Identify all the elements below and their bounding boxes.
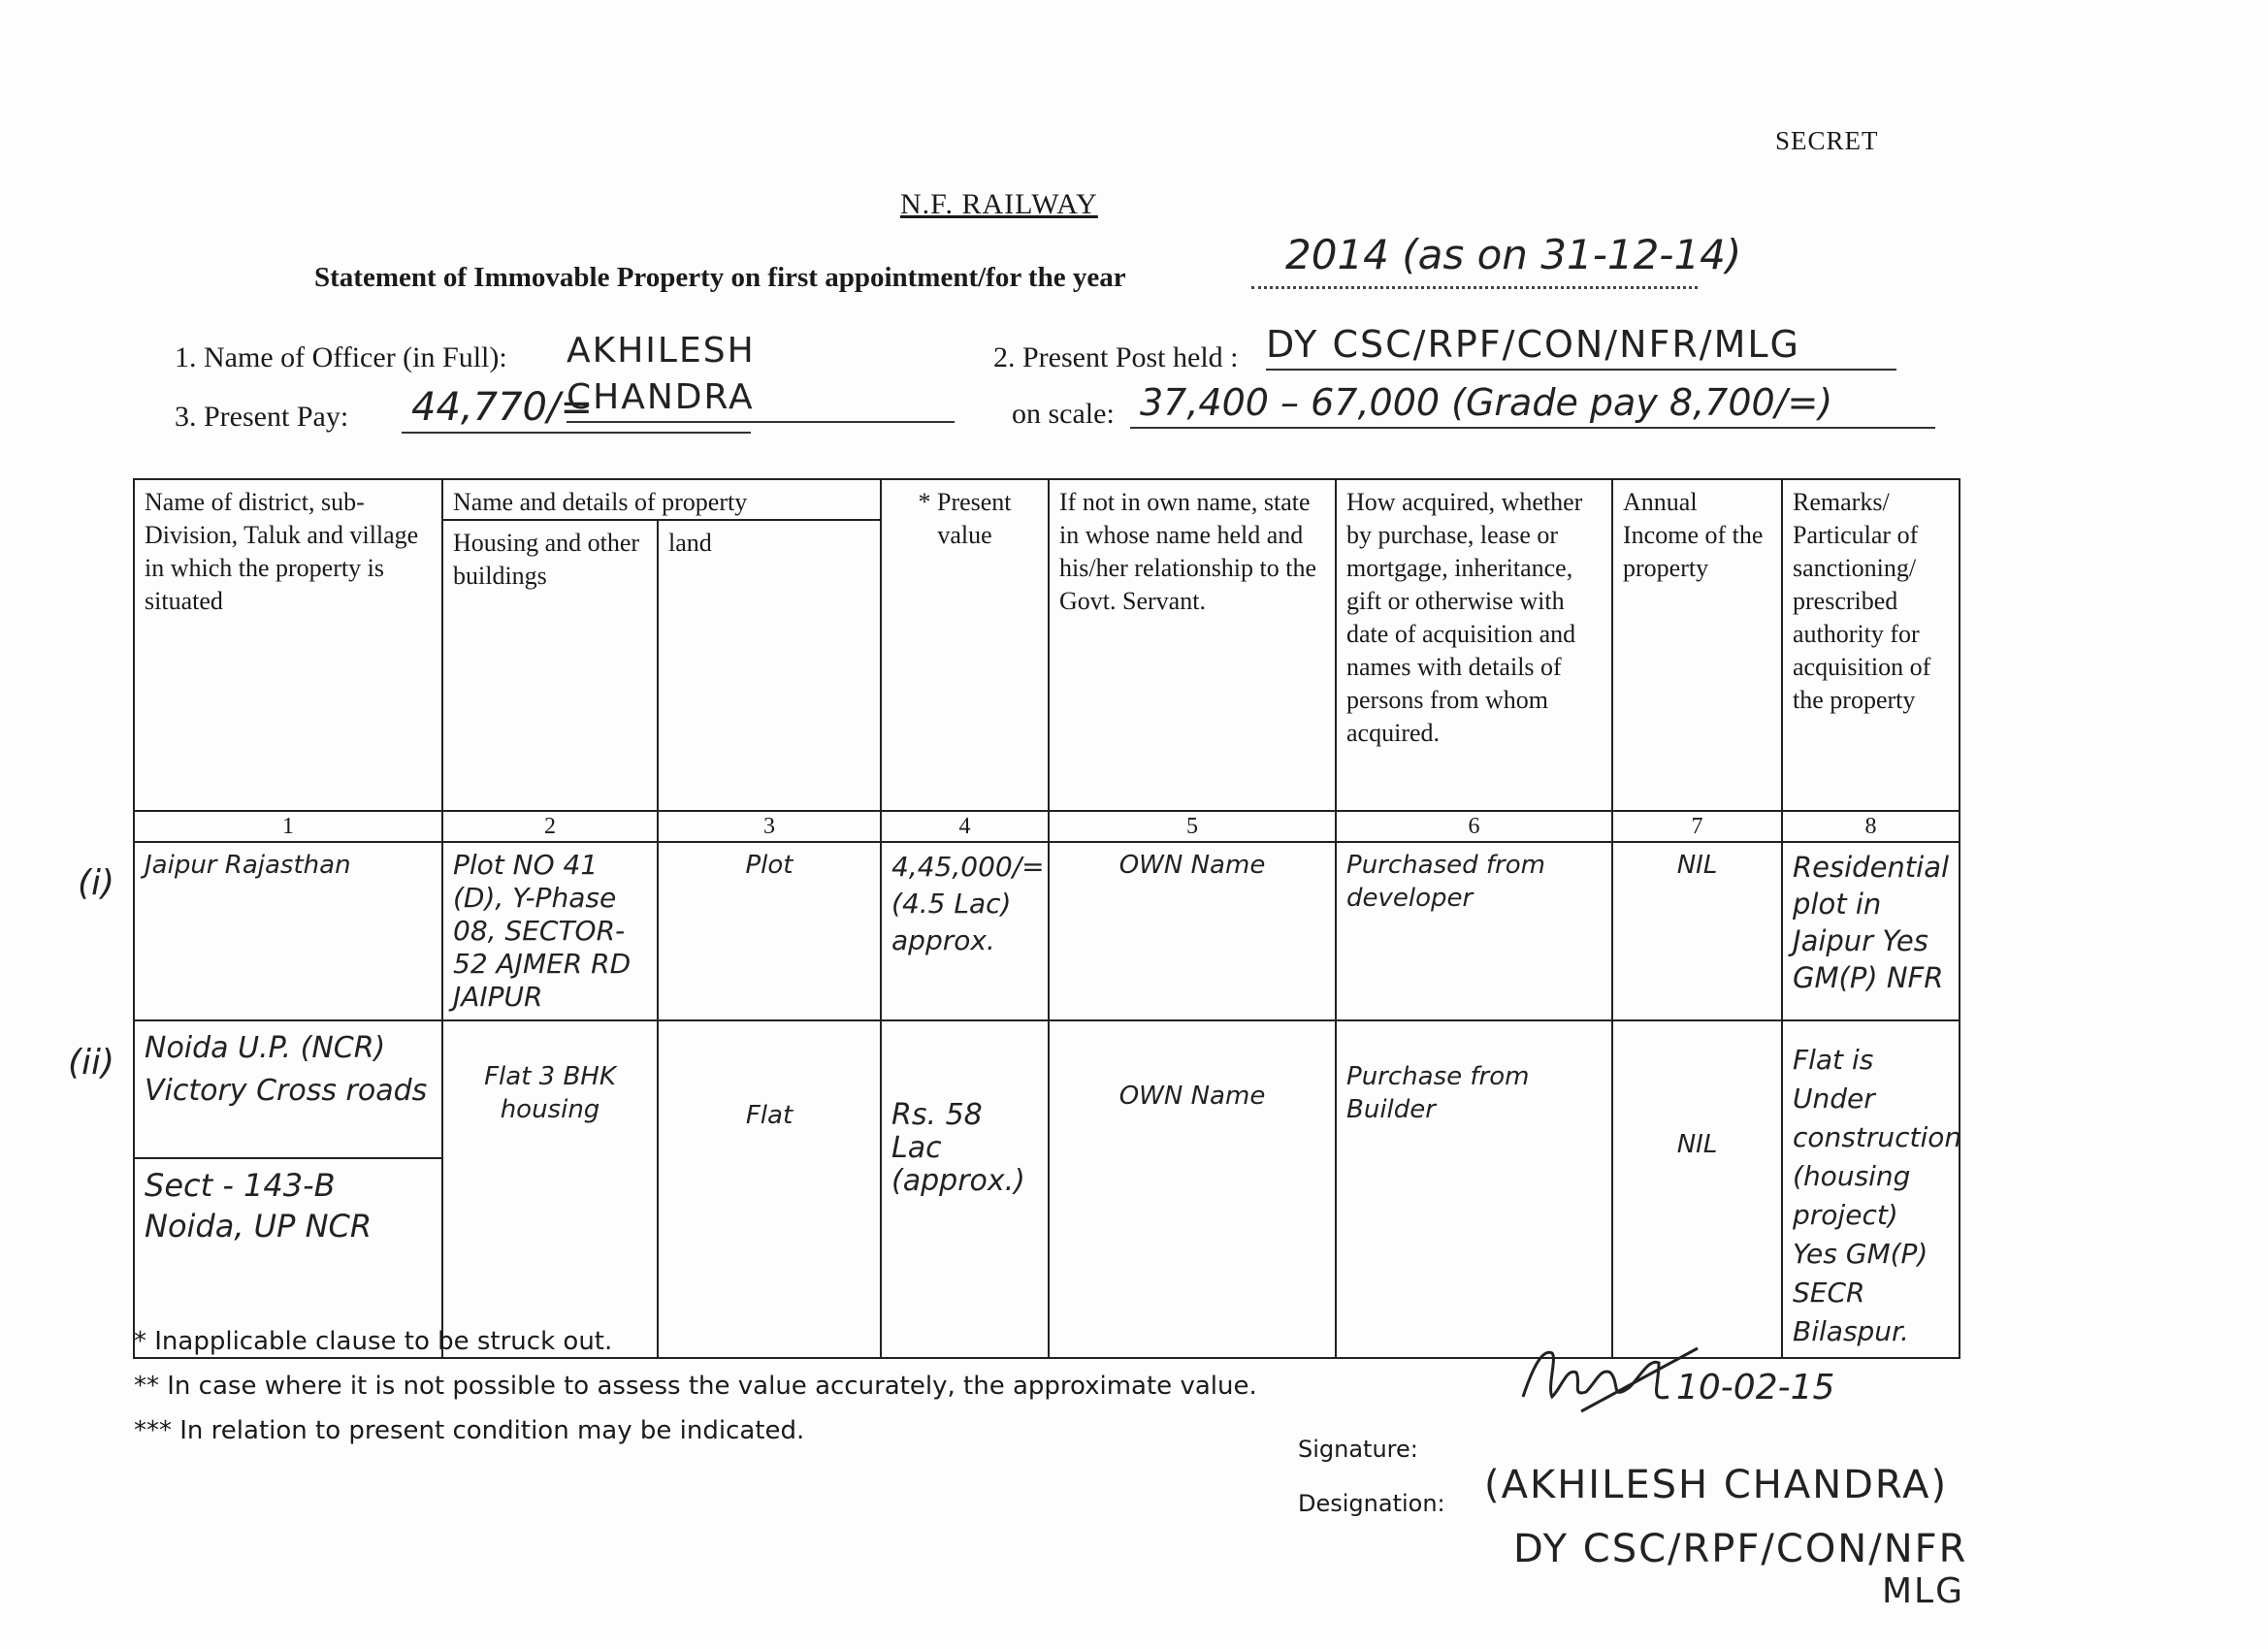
col-number: 8 (1782, 811, 1960, 842)
col-number: 4 (881, 811, 1049, 842)
row-marker-2: (ii) (68, 1043, 115, 1083)
row2-value: Rs. 58 Lac (approx.) (881, 1020, 1049, 1358)
footnote-3: *** In relation to present condition may be indicated. (134, 1416, 805, 1445)
year-dotted-line (1251, 286, 1698, 289)
property-table (133, 478, 1960, 1359)
row1-acquired: Purchased from developer (1336, 842, 1612, 1020)
table-row (134, 1020, 1960, 1358)
header-col-remarks: Remarks/ Particular of sanctioning/ prescribed authority for acquisition of the property (1782, 479, 1960, 811)
col-number: 2 (442, 811, 658, 842)
header-group-property: Name and details of property (442, 479, 881, 520)
officer-name-value: AKHILESH CHANDRA (567, 328, 955, 423)
col-number: 6 (1336, 811, 1612, 842)
signature-date: 10-02-15 (1676, 1368, 1835, 1407)
footnote-1: * Inapplicable clause to be struck out. (134, 1327, 613, 1356)
officer-name-label: 1. Name of Officer (in Full): (175, 341, 507, 373)
header-col-land: land (658, 520, 881, 811)
row1-land: Plot (658, 842, 881, 1020)
col-number: 5 (1049, 811, 1336, 842)
row1-location: Jaipur Rajasthan (134, 842, 442, 1020)
row1-value: 4,45,000/= (4.5 Lac) approx. (881, 842, 1049, 1020)
signatory-designation: DY CSC/RPF/CON/NFR (1513, 1527, 1968, 1571)
col-number: 7 (1612, 811, 1782, 842)
designation-label: Designation: (1298, 1490, 1445, 1517)
row1-remarks: Residential plot in Jaipur Yes GM(P) NFR (1782, 842, 1960, 1020)
table-row (134, 842, 1960, 1020)
present-pay-value: 44,770/= (402, 383, 751, 434)
post-held-value: DY CSC/RPF/CON/NFR/MLG (1266, 320, 1896, 371)
header-col-name: If not in own name, state in whose name held and his/her relationship to the Govt. Servant. (1049, 479, 1336, 811)
scale-value: 37,400 – 67,000 (Grade pay 8,700/=) (1130, 378, 1935, 429)
header-col-value: * Present value (881, 479, 1049, 811)
classification-label: SECRET (1775, 126, 1879, 155)
row2-acquired: Purchase from Builder (1336, 1020, 1612, 1358)
present-pay-label: 3. Present Pay: (175, 401, 349, 433)
row2-land: Flat (658, 1020, 881, 1358)
header-col-housing: Housing and other buildings (442, 520, 658, 811)
row2-location (134, 1020, 442, 1358)
row-marker-1: (i) (78, 863, 115, 903)
scale-label: on scale: (1012, 398, 1115, 430)
row2-name: OWN Name (1049, 1020, 1336, 1358)
row2-income: NIL (1612, 1020, 1782, 1358)
row2-location-top: Noida U.P. (NCR) Victory Cross roads (135, 1021, 441, 1159)
header-col-income: Annual Income of the property (1612, 479, 1782, 811)
col-number: 1 (134, 811, 442, 842)
signatory-station: MLG (1882, 1571, 1965, 1611)
row2-housing: Flat 3 BHK housing (442, 1020, 658, 1358)
row1-housing: Plot NO 41 (D), Y-Phase 08, SECTOR-52 AJMER RD JAIPUR (442, 842, 658, 1020)
row2-remarks: Flat is Under construction (housing project) Yes GM(P) SECR Bilaspur. (1782, 1020, 1960, 1358)
col-number: 3 (658, 811, 881, 842)
row1-income: NIL (1612, 842, 1782, 1020)
row1-name: OWN Name (1049, 842, 1336, 1020)
header-col-acquired: How acquired, whether by purchase, lease or mortgage, inheritance, gift or otherwise with date of acquisition and names with details of persons from whom acquired. (1336, 479, 1612, 811)
footnote-2: ** In case where it is not possible to assess the value accurately, the approximate value. (134, 1372, 1257, 1401)
post-held-label: 2. Present Post held : (993, 341, 1239, 373)
signature-label: Signature: (1298, 1436, 1418, 1463)
row2-location-bottom: Sect - 143-B Noida, UP NCR (145, 1167, 373, 1245)
footnotes (134, 1319, 1257, 1453)
year-value: 2014 (as on 31-12-14) (1285, 231, 1742, 278)
signatory-name: (AKHILESH CHANDRA) (1484, 1463, 1949, 1507)
railway-title: N.F. RAILWAY (900, 188, 1098, 220)
header-col-location: Name of district, sub-Division, Taluk and village in which the property is situated (134, 479, 442, 811)
statement-title: Statement of Immovable Property on first appointment/for the year (314, 262, 1126, 293)
